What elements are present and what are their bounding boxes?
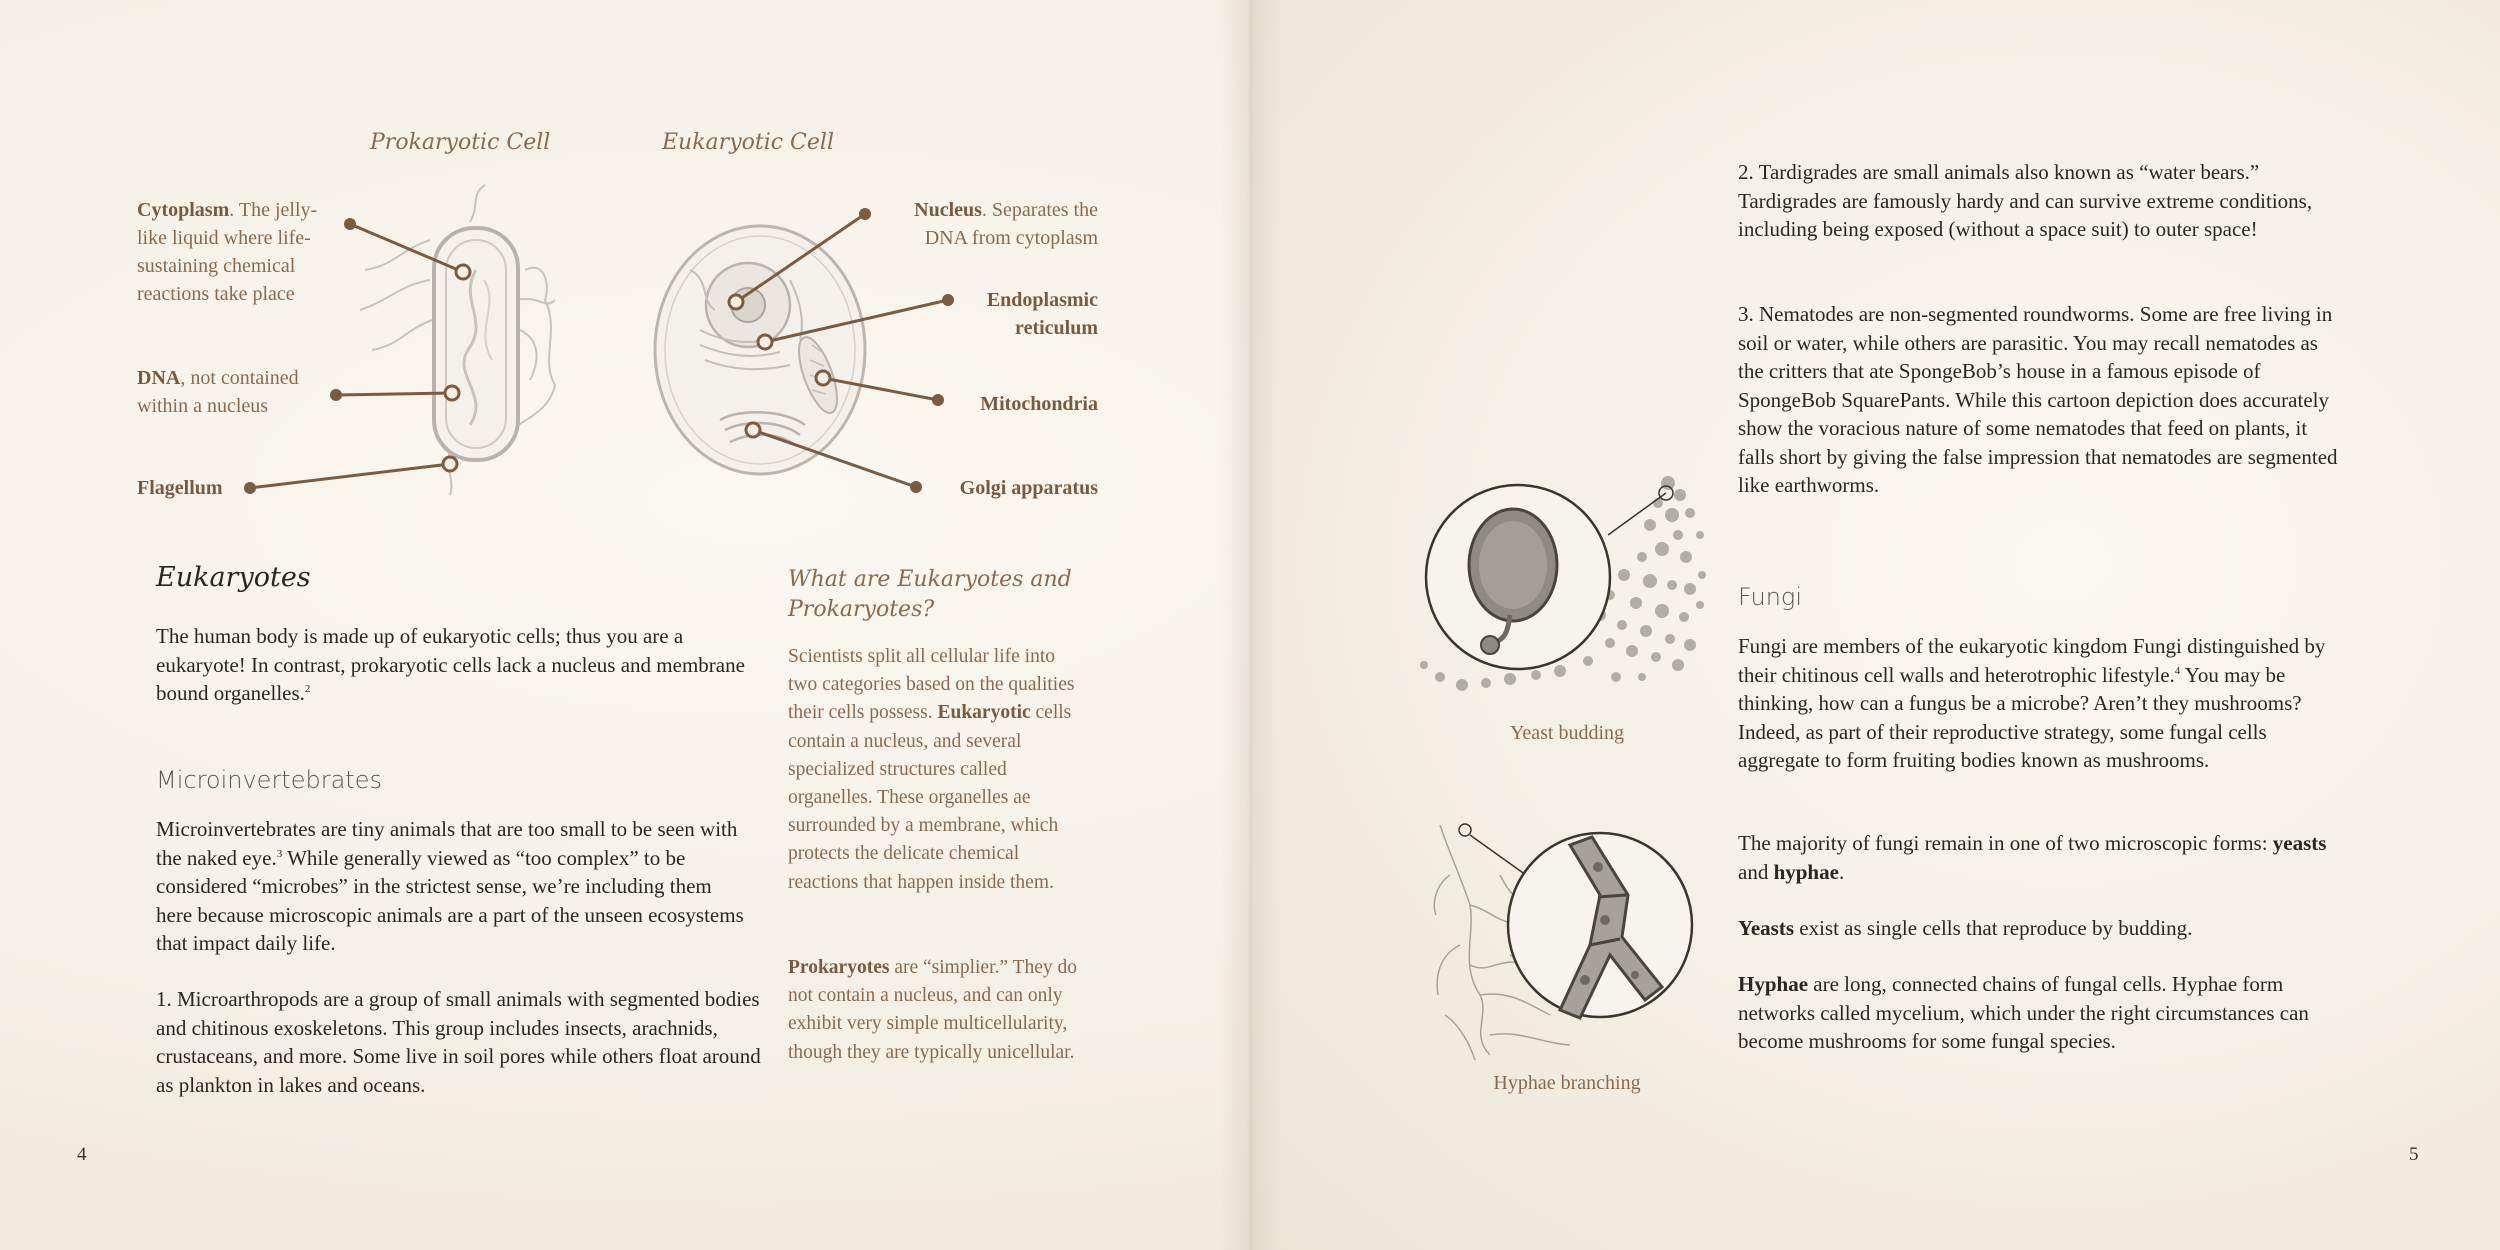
hyphae-paragraph: Hyphae are long, connected chains of fungal cells. Hyphae form networks called mycelium, which under the right circumstances can become mushrooms for some fungal species. <box>1738 972 2309 1053</box>
dna-description: , not contained within a nucleus <box>137 367 299 417</box>
prokaryotic-cell-title: Prokaryotic Cell <box>370 130 551 155</box>
yeast-caption: Yeast budding <box>1509 722 1625 744</box>
flagellum-label: Flagellum <box>137 477 223 499</box>
footnote-ref: 3 <box>276 847 283 860</box>
eukaryotic-term: Eukaryotic <box>937 702 1031 724</box>
nucleus-label <box>880 196 1098 252</box>
yeasts-term: yeasts <box>2272 831 2327 855</box>
cytoplasm-term: Cytoplasm <box>137 199 230 221</box>
fungi-forms-paragraph: The majority of fungi remain in one of two microscopic forms: yeasts and hyphae. <box>1738 831 2327 884</box>
yeasts-paragraph: Yeasts exist as single cells that reproduce by budding. <box>1738 916 2193 940</box>
microinvertebrates-heading: Microinvertebrates <box>156 766 382 794</box>
microinvertebrates-paragraph: Microinvertebrates are tiny animals that are too small to be seen with the naked eye.$^3$ While generally viewed as “too complex” to be considered “microbes” in the strictest sense, we’re including them here because microscopic animals are a part of the unseen ecosystems that impact daily life. <box>156 817 744 955</box>
sidebar-heading: What are Eukaryotes and Prokaryotes? <box>788 567 1072 622</box>
fungi-paragraph: Fungi are members of the eukaryotic kingdom Fungi distinguished by their chitinous cell walls and heterotrophic lifestyle.$^4$ You may be thinking, how can a fungus be a microbe? Aren’t they mushrooms? Indeed, as part of their reproductive strategy, some fungal cells aggregate to form fruiting bodies known as mushrooms. <box>1738 634 2326 772</box>
nucleus-term: Nucleus <box>914 199 982 221</box>
footnote-ref: 4 <box>2174 664 2181 677</box>
eukaryotes-paragraph: The human body is made up of eukaryotic cells; thus you are a eukaryote! In contrast, prokaryotic cells lack a nucleus and membrane bound organelles.$^2$ <box>156 624 745 705</box>
sidebar-paragraph-prokaryotes: Prokaryotes are “simplier.” They do not contain a nucleus, and can only exhibit very simple multicellularity, though they are typically unicellular. <box>788 957 1077 1063</box>
hyphae-caption: Hyphae branching <box>1493 1072 1641 1094</box>
prokaryotic-cell-illustration <box>434 228 518 460</box>
nucleus-description: . Separates the DNA from cytoplasm <box>924 199 1098 249</box>
golgi-label: Golgi apparatus <box>959 477 1098 499</box>
fungi-heading: Fungi <box>1738 583 1802 611</box>
nematodes-paragraph: 3. Nematodes are non-segmented roundworms. Some are free living in soil or water, while others are parasitic. You may recall nematodes as the critters that ate SpongeBob’s house in a famous episode of SpongeBob SquarePants. While this cartoon depiction does accurately show the voracious nature of some nematodes that feed on plants, it falls short by giving the false impression that nematodes are segmented like earthworms. <box>1738 302 2338 497</box>
hyphae-term: hyphae <box>1773 859 1839 884</box>
cytoplasm-label <box>137 196 337 308</box>
footnote-ref: 2 <box>304 683 311 695</box>
cytoplasm-description: . The jelly-like liquid where life-sustaining chemical reactions take place <box>137 199 318 305</box>
yeast-budding-illustration <box>1410 465 1730 710</box>
hyphae-branching-illustration <box>1430 815 1710 1065</box>
page-number-left: 4 <box>77 1144 87 1165</box>
dna-term: DNA <box>137 367 181 389</box>
mitochondria-label: Mitochondria <box>980 393 1098 415</box>
prokaryotes-term: Prokaryotes <box>788 957 890 978</box>
sidebar-paragraph-eukaryotic: Scientists split all cellular life into two categories based on the qualities their cells possess. Eukaryotic cells contain a nucleus, and several specialized structures called organelles. These organelles ae surrounded by a membrane, which protects the delicate chemical reactions that happen inside them. <box>788 646 1075 893</box>
dna-label <box>137 364 337 420</box>
eukaryotic-cell-illustration <box>655 226 865 474</box>
page-number-right: 5 <box>2409 1144 2419 1165</box>
microarthropods-paragraph: 1. Microarthropods are a group of small animals with segmented bodies and chitinous exoskeletons. This group includes insects, arachnids, crustaceans, and more. Some live in soil pores while others float around as plankton in lakes and oceans. <box>156 987 761 1097</box>
endoplasmic-reticulum-label: Endoplasmic reticulum <box>986 289 1098 339</box>
eukaryotic-cell-title: Eukaryotic Cell <box>662 130 834 155</box>
eukaryotes-heading: Eukaryotes <box>156 562 311 593</box>
tardigrades-paragraph: 2. Tardigrades are small animals also known as “water bears.” Tardigrades are famously hardy and can survive extreme conditions, including being exposed (without a space suit) to outer space! <box>1738 160 2313 241</box>
